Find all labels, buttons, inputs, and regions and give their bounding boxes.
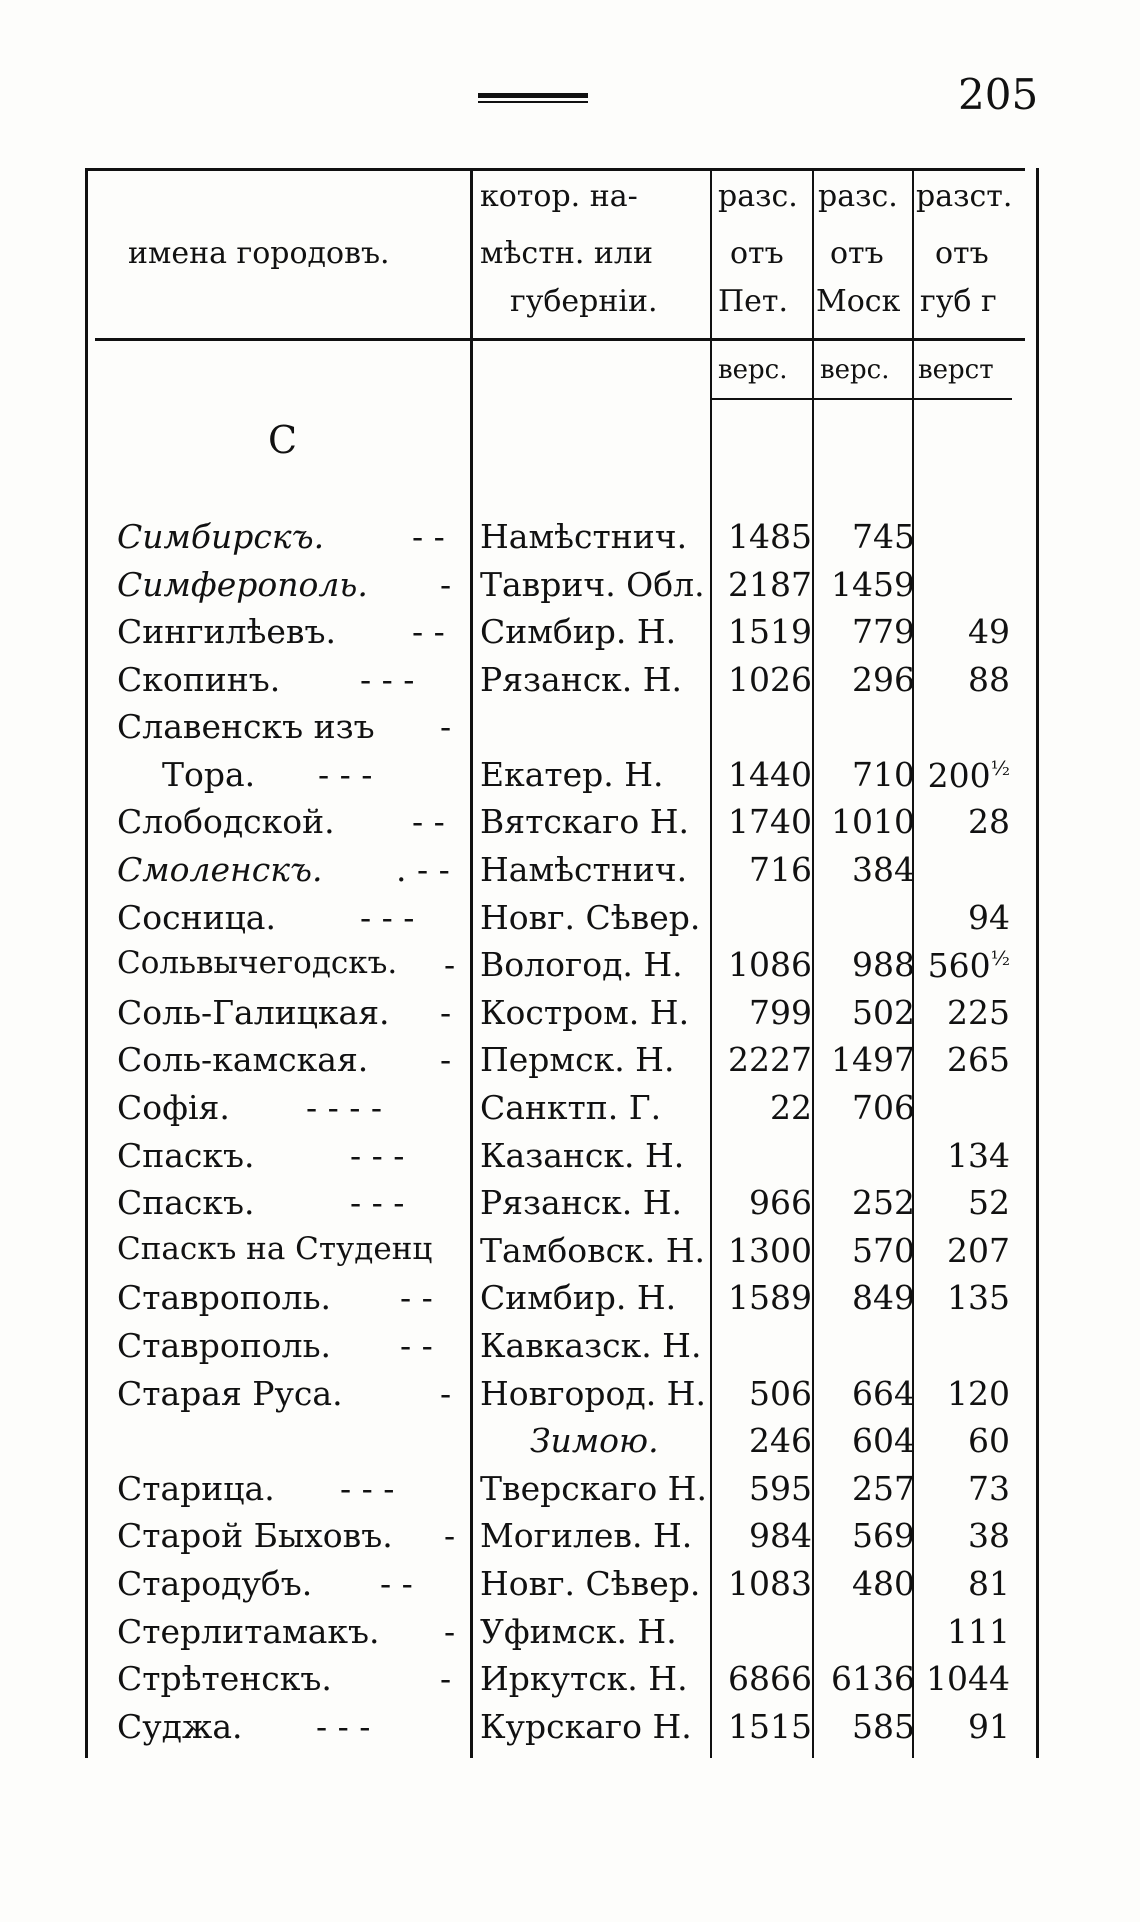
distance-moscow: 710 (852, 755, 915, 794)
distance-governorate-town: 91 (968, 1707, 1010, 1746)
distance-petersburg: 2227 (728, 1040, 812, 1079)
header-petersburg-line3: Пет. (718, 284, 789, 319)
city-name: Спаскъ. (117, 1183, 255, 1222)
row-dashes: - (444, 1516, 456, 1555)
distance-petersburg: 1300 (728, 1231, 812, 1270)
distance-moscow: 988 (852, 945, 915, 984)
distance-petersburg: 6866 (728, 1659, 812, 1698)
governorate: Тверскаго Н. (480, 1469, 707, 1508)
distance-petersburg: 22 (770, 1088, 812, 1127)
header-ornament (478, 93, 588, 103)
row-dashes: . - - (396, 850, 450, 889)
governorate: Вологод. Н. (480, 945, 683, 984)
row-dashes: - - - (360, 660, 415, 699)
governorate: Вятскаго Н. (480, 802, 690, 841)
city-name: Соль-камская. (117, 1040, 369, 1079)
distance-governorate-town: 134 (947, 1136, 1010, 1175)
city-name: Спаскъ на Студенц (117, 1231, 433, 1267)
row-dashes: - (440, 1659, 452, 1698)
governorate: Рязанск. Н. (480, 660, 683, 699)
distance-petersburg: 716 (749, 850, 812, 889)
distance-petersburg: 1083 (728, 1564, 812, 1603)
distance-fraction: ½ (990, 756, 1010, 780)
distance-petersburg: 799 (749, 993, 812, 1032)
unit-versts-pet: верс. (718, 355, 788, 385)
distance-moscow: 6136 (831, 1659, 915, 1698)
distance-governorate-town: 94 (968, 898, 1010, 937)
header-governorate-line2: мѣстн. или (480, 236, 653, 271)
distance-moscow: 604 (852, 1421, 915, 1460)
city-name: Сосница. (117, 898, 276, 937)
distance-governorate-town: 88 (968, 660, 1010, 699)
distance-petersburg: 966 (749, 1183, 812, 1222)
distance-moscow: 569 (852, 1516, 915, 1555)
city-name: Старой Быховъ. (117, 1516, 393, 1555)
unit-versts-mosk: верс. (820, 355, 890, 385)
header-moscow-line2: отъ (830, 236, 884, 271)
distance-moscow: 779 (852, 612, 915, 651)
governorate: Кавказск. Н. (480, 1326, 702, 1365)
unit-versts-gub: верст (918, 355, 994, 385)
city-name: Симферополь. (117, 565, 368, 604)
distance-petersburg: 1519 (728, 612, 812, 651)
distance-petersburg: 1740 (728, 802, 812, 841)
distance-petersburg: 1589 (728, 1278, 812, 1317)
row-dashes: - - (412, 612, 445, 651)
city-name: Стародубъ. (117, 1564, 313, 1603)
city-name: Стрѣтенскъ. (117, 1659, 332, 1698)
row-dashes: - - - (350, 1183, 405, 1222)
row-dashes: - (440, 1040, 452, 1079)
column-divider-pet (710, 168, 712, 1758)
city-name: Сольвычегодскъ. (117, 945, 398, 981)
distance-moscow: 585 (852, 1707, 915, 1746)
distance-governorate-town: 265 (947, 1040, 1010, 1079)
header-moscow-line1: разс. (818, 179, 898, 214)
distance-moscow: 480 (852, 1564, 915, 1603)
distance-moscow: 706 (852, 1088, 915, 1127)
city-name: Слободской. (117, 802, 335, 841)
row-dashes: - - - (318, 755, 373, 794)
distance-petersburg: 2187 (728, 565, 812, 604)
table-header-rule (95, 338, 1025, 341)
unit-rule-mosk (812, 398, 912, 400)
distance-moscow: 1497 (831, 1040, 915, 1079)
city-name: Старица. (117, 1469, 275, 1508)
distance-governorate-town: 52 (968, 1183, 1010, 1222)
row-dashes: - (444, 1612, 456, 1651)
header-governorate-line1: котор. на- (480, 179, 638, 214)
city-name: Стерлитамакъ. (117, 1612, 380, 1651)
distance-governorate-town: 1044 (926, 1659, 1010, 1698)
header-petersburg-line2: отъ (730, 236, 784, 271)
distance-petersburg: 1485 (728, 517, 812, 556)
section-letter: С (268, 418, 298, 462)
distance-moscow: 664 (852, 1374, 915, 1413)
distance-moscow: 570 (852, 1231, 915, 1270)
governorate: Курскаго Н. (480, 1707, 692, 1746)
distance-moscow: 252 (852, 1183, 915, 1222)
table-top-rule (85, 168, 1025, 171)
governorate: Намѣстнич. (480, 850, 688, 889)
distance-petersburg: 246 (749, 1421, 812, 1460)
distance-petersburg: 1515 (728, 1707, 812, 1746)
distance-moscow: 384 (852, 850, 915, 889)
governorate: Новг. Сѣвер. (480, 1564, 701, 1603)
distance-moscow: 1010 (831, 802, 915, 841)
city-name: Ставрополь. (117, 1326, 332, 1365)
distance-petersburg: 984 (749, 1516, 812, 1555)
distance-moscow: 745 (852, 517, 915, 556)
city-name: Сингилѣевъ. (117, 612, 336, 651)
row-dashes: - (440, 707, 452, 746)
governorate: Тамбовск. Н. (480, 1231, 706, 1270)
distance-petersburg: 1086 (728, 945, 812, 984)
distance-governorate-town: 111 (947, 1612, 1010, 1651)
distance-moscow: 849 (852, 1278, 915, 1317)
row-dashes: - - (400, 1326, 433, 1365)
governorate: Уфимск. Н. (480, 1612, 677, 1651)
row-dashes: - - - - (306, 1088, 383, 1127)
row-dashes: - - (400, 1278, 433, 1317)
distance-fraction: ½ (990, 946, 1010, 970)
unit-rule-pet (712, 398, 812, 400)
distance-governorate-town: 60 (968, 1421, 1010, 1460)
row-dashes: - (440, 1374, 452, 1413)
row-dashes: - (440, 565, 452, 604)
city-name: Старая Руса. (117, 1374, 343, 1413)
row-dashes: - - (412, 517, 445, 556)
header-governorate-town-line3: губ г (920, 284, 997, 319)
row-dashes: - - - (360, 898, 415, 937)
distance-petersburg: 1026 (728, 660, 812, 699)
row-dashes: - - - (350, 1136, 405, 1175)
row-dashes: - (440, 993, 452, 1032)
distance-moscow: 1459 (831, 565, 915, 604)
governorate: Санктп. Г. (480, 1088, 662, 1127)
distance-governorate-town: 28 (968, 802, 1010, 841)
header-governorate-line3: губерніи. (510, 284, 658, 319)
header-city-names: имена городовъ. (128, 236, 390, 271)
governorate: Иркутск. Н. (480, 1659, 688, 1698)
governorate: Могилев. Н. (480, 1516, 693, 1555)
governorate: Новгород. Н. (480, 1374, 706, 1413)
city-name: Тора. (162, 755, 256, 794)
row-dashes: - (444, 945, 456, 984)
distance-value: 560 (927, 946, 991, 985)
table-right-border (1036, 168, 1039, 1758)
city-name: Ставрополь. (117, 1278, 332, 1317)
unit-rule-gub (912, 398, 1012, 400)
distance-governorate-town: 38 (968, 1516, 1010, 1555)
distance-governorate-town: 120 (947, 1374, 1010, 1413)
distance-moscow: 296 (852, 660, 915, 699)
governorate: Пермск. Н. (480, 1040, 675, 1079)
governorate: Новг. Сѣвер. (480, 898, 701, 937)
governorate: Екатер. Н. (480, 755, 664, 794)
distance-moscow: 257 (852, 1469, 915, 1508)
governorate: Намѣстнич. (480, 517, 688, 556)
city-name: Скопинъ. (117, 660, 281, 699)
distance-governorate-town (927, 946, 1010, 985)
governorate: Симбир. Н. (480, 1278, 677, 1317)
city-name: Смоленскъ. (117, 850, 323, 889)
header-governorate-town-line2: отъ (935, 236, 989, 271)
governorate: Таврич. Обл. (480, 565, 705, 604)
distance-petersburg: 1440 (728, 755, 812, 794)
distance-governorate-town: 225 (947, 993, 1010, 1032)
distance-governorate-town (927, 756, 1010, 795)
governorate: Симбир. Н. (480, 612, 677, 651)
page-number: 205 (958, 70, 1039, 119)
city-name: Славенскъ изъ (117, 707, 375, 746)
city-name: Симбирскъ. (117, 517, 325, 556)
governorate: Костром. Н. (480, 993, 690, 1032)
city-name: Спаскъ. (117, 1136, 255, 1175)
distance-governorate-town: 73 (968, 1469, 1010, 1508)
governorate: Зимою. (530, 1421, 659, 1460)
distance-governorate-town: 207 (947, 1231, 1010, 1270)
distance-governorate-town: 49 (968, 612, 1010, 651)
distance-governorate-town: 135 (947, 1278, 1010, 1317)
row-dashes: - - (380, 1564, 413, 1603)
governorate: Рязанск. Н. (480, 1183, 683, 1222)
distance-governorate-town: 81 (968, 1564, 1010, 1603)
table-left-border (85, 168, 88, 1758)
column-divider-mosk (812, 168, 814, 1758)
column-divider-gov (470, 168, 473, 1758)
distance-petersburg: 595 (749, 1469, 812, 1508)
distance-moscow: 502 (852, 993, 915, 1032)
city-name: Софія. (117, 1088, 230, 1127)
header-governorate-town-line1: разст. (916, 179, 1013, 214)
header-petersburg-line1: разс. (718, 179, 798, 214)
row-dashes: - - - (340, 1469, 395, 1508)
distance-value: 200 (927, 756, 991, 795)
city-name: Соль-Галицкая. (117, 993, 390, 1032)
governorate: Казанск. Н. (480, 1136, 685, 1175)
header-moscow-line3: Моск (816, 284, 901, 319)
row-dashes: - - (412, 802, 445, 841)
distance-petersburg: 506 (749, 1374, 812, 1413)
row-dashes: - - - (316, 1707, 371, 1746)
city-name: Суджа. (117, 1707, 243, 1746)
